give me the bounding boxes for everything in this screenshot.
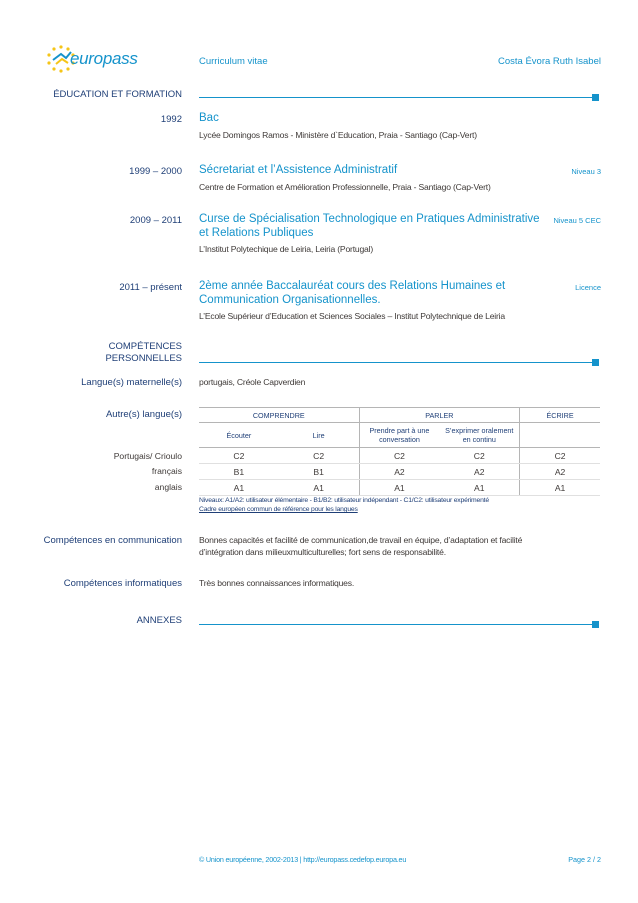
sub-exprimer-l2: en continu <box>462 435 496 444</box>
table-row <box>199 480 600 496</box>
entry-institution: L’Ecole Supérieur d’Education et Sciences Sociales – Institut Polytechnique de Leiria <box>199 311 505 321</box>
sub-ecouter: Écouter <box>199 423 279 448</box>
level-cell: C2 <box>439 448 519 464</box>
header-parler: PARLER <box>359 408 520 423</box>
section-divider <box>199 362 592 363</box>
section-title-skills-line1: COMPÉTENCES <box>108 341 182 352</box>
language-table-subheader <box>199 423 600 448</box>
other-languages-label: Autre(s) langue(s) <box>105 409 182 420</box>
entry-period: 2011 – présent <box>119 282 182 293</box>
computer-skills-value: Très bonnes connaissances informatiques. <box>199 578 355 588</box>
level-cell: C2 <box>520 448 600 464</box>
level-cell: A1 <box>520 480 600 496</box>
section-divider-square <box>592 621 599 628</box>
entry-period: 2009 – 2011 <box>129 215 182 226</box>
entry-title: 2ème année Baccalauréat cours des Relations Humaines et <box>199 280 506 292</box>
mother-tongue-value: portugais, Créole Capverdien <box>199 377 306 387</box>
level-cell: A2 <box>439 464 519 480</box>
entry-institution: Lycée Domingos Ramos - Ministère d`Education, Praia - Santiago (Cap-Vert) <box>199 130 477 140</box>
header-comprendre: COMPRENDRE <box>199 408 359 423</box>
communication-skills-line1: Bonnes capacités et facilité de communication,de travail en équipe, d’adaptation et facilité <box>199 535 523 545</box>
entry-institution: L’Institut Polytechique de Leiria, Leiria (Portugal) <box>199 244 373 254</box>
level-cell: C2 <box>359 448 439 464</box>
level-cell: C2 <box>279 448 359 464</box>
language-levels-note: Niveaux: A1/A2: utilisateur élémentaire - B1/B2: utilisateur indépendant - C1/C2: utilisateur expérimenté <box>199 497 489 504</box>
entry-level: Niveau 5 CEC <box>553 216 601 225</box>
sub-prendre <box>359 423 439 448</box>
cefr-link[interactable]: Cadre européen commun de référence pour les langues <box>199 506 358 513</box>
level-cell: A1 <box>279 480 359 496</box>
entry-title: Curse de Spécialisation Technologique en Pratiques Administrative <box>199 213 540 225</box>
section-title-skills-line2: PERSONNELLES <box>105 353 182 364</box>
language-name: Portugais/ Crioulo <box>113 451 182 461</box>
entry-period: 1992 <box>160 114 182 125</box>
level-cell: B1 <box>279 464 359 480</box>
level-cell: B1 <box>199 464 279 480</box>
europass-logo <box>44 44 144 74</box>
language-table-header <box>199 408 600 423</box>
level-cell: A2 <box>520 464 600 480</box>
level-cell: A1 <box>359 480 439 496</box>
section-title-education: ÉDUCATION ET FORMATION <box>53 89 182 100</box>
sub-prendre-l2: conversation <box>379 435 420 444</box>
section-divider <box>199 97 592 98</box>
sub-exprimer-l1: S’exprimer oralement <box>445 426 514 435</box>
sub-exprimer <box>439 423 519 448</box>
entry-level: Niveau 3 <box>571 167 601 176</box>
table-row <box>199 464 600 480</box>
page-number: Page 2 / 2 <box>568 855 601 864</box>
level-cell: A2 <box>359 464 439 480</box>
europass-logo-text: europass <box>70 49 138 68</box>
level-cell: A1 <box>199 480 279 496</box>
mother-tongue-label: Langue(s) maternelle(s) <box>81 377 182 388</box>
communication-skills-label: Compétences en communication <box>43 535 182 546</box>
level-cell: A1 <box>439 480 519 496</box>
entry-title-line2: et Relations Publiques <box>199 227 314 239</box>
section-divider-square <box>592 94 599 101</box>
entry-title: Bac <box>199 112 219 124</box>
entry-institution: Centre de Formation et Amélioration Professionnelle, Praia - Santiago (Cap-Vert) <box>199 182 491 192</box>
level-cell: C2 <box>199 448 279 464</box>
section-divider <box>199 624 592 625</box>
entry-period: 1999 – 2000 <box>129 166 182 177</box>
language-name: anglais <box>154 482 182 492</box>
footer-copyright: © Union européenne, 2002-2013 | http://europass.cedefop.europa.eu <box>199 855 407 864</box>
sub-lire: Lire <box>279 423 359 448</box>
entry-title-line2: Communication Organisationnelles. <box>199 294 381 306</box>
language-table <box>199 407 600 496</box>
header-ecrire: ÉCRIRE <box>520 408 600 423</box>
section-divider-square <box>592 359 599 366</box>
entry-title: Sécretariat et l’Assistence Administratif <box>199 164 398 176</box>
doc-title: Curriculum vitae <box>199 56 268 67</box>
section-title-annexes: ANNEXES <box>136 615 182 626</box>
entry-level: Licence <box>575 283 601 292</box>
sub-prendre-l1: Prendre part à une <box>369 426 430 435</box>
person-name: Costa Évora Ruth Isabel <box>498 56 601 67</box>
section-title-skills <box>105 341 182 365</box>
communication-skills-line2: d’intégration dans milieuxmulticulturelles; fort sens de responsabilité. <box>199 547 446 557</box>
computer-skills-label: Compétences informatiques <box>63 578 182 589</box>
language-name: français <box>151 466 182 476</box>
table-row <box>199 448 600 464</box>
